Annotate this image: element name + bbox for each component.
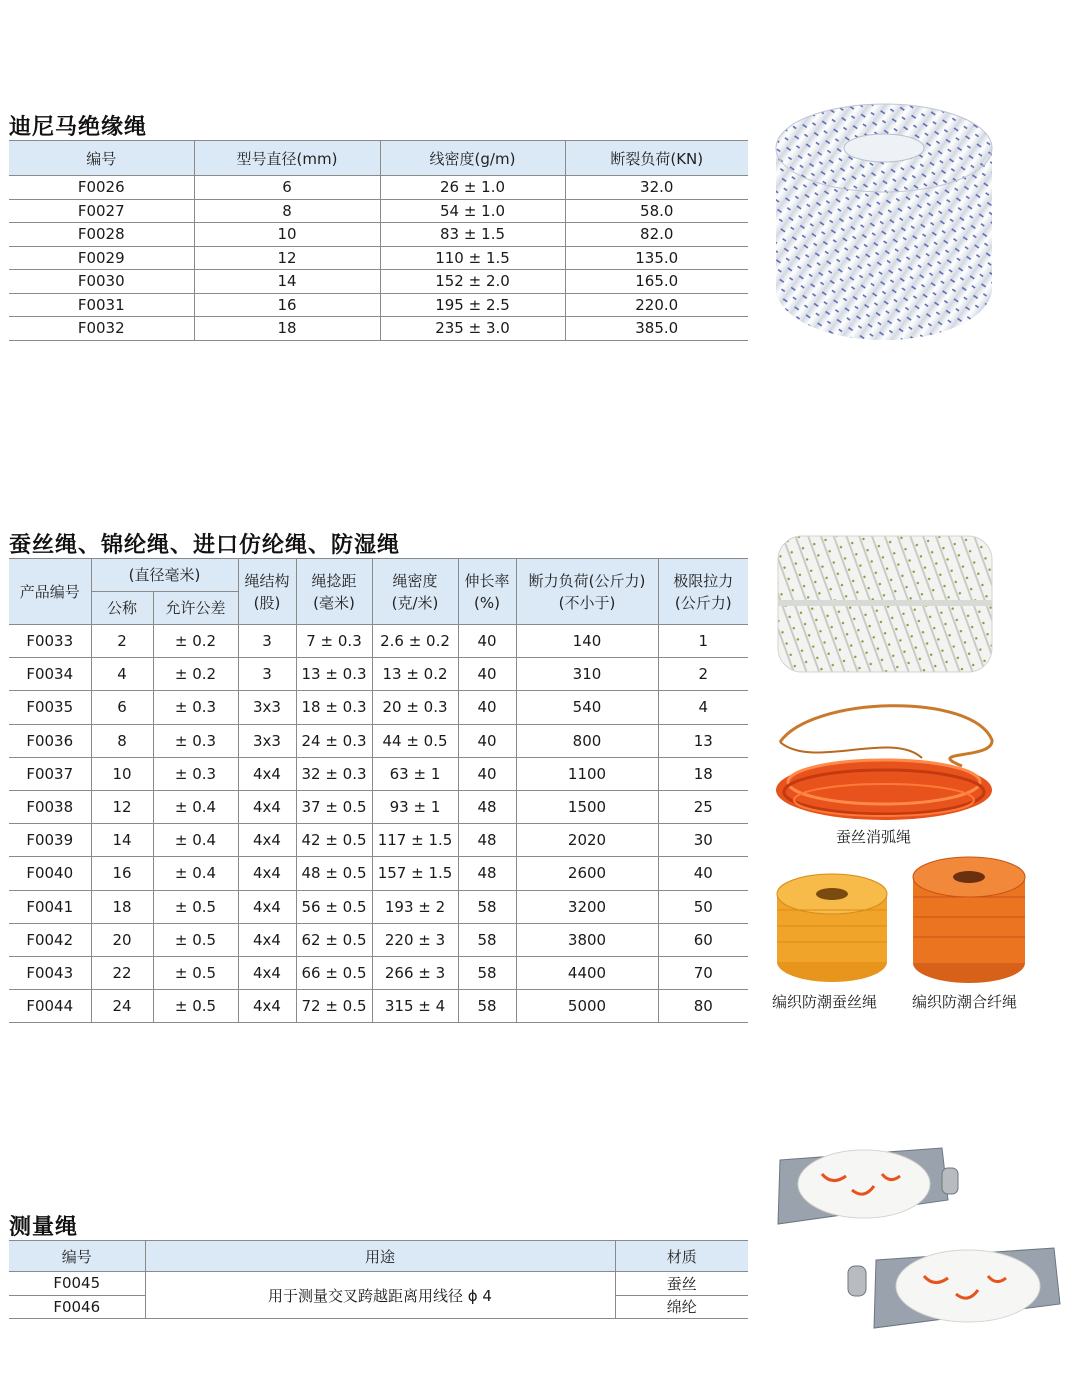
table-cell: 48 bbox=[458, 857, 516, 890]
table-cell: 42 ± 0.5 bbox=[296, 824, 372, 857]
table-cell: 83 ± 1.5 bbox=[380, 223, 565, 247]
table-cell: ± 0.3 bbox=[153, 724, 238, 757]
header-tolerance: 允许公差 bbox=[153, 592, 238, 625]
table-cell: 60 bbox=[658, 923, 748, 956]
table-cell: 310 bbox=[516, 658, 658, 691]
table-cell: 2020 bbox=[516, 824, 658, 857]
table-cell: 4x4 bbox=[238, 956, 296, 989]
measure-rope-table bbox=[9, 1240, 748, 1319]
header-no: 编号 bbox=[9, 1241, 145, 1272]
header-diameter: 型号直径(mm) bbox=[194, 141, 380, 176]
table-cell: 20 bbox=[91, 923, 153, 956]
header-usage: 用途 bbox=[145, 1241, 615, 1272]
table-cell: 40 bbox=[658, 857, 748, 890]
table-cell: 2.6 ± 0.2 bbox=[372, 625, 458, 658]
table-cell: 195 ± 2.5 bbox=[380, 293, 565, 317]
table-row bbox=[9, 223, 748, 247]
table-cell: 385.0 bbox=[565, 317, 748, 341]
table-cell: 56 ± 0.5 bbox=[296, 890, 372, 923]
table-cell: 40 bbox=[458, 658, 516, 691]
table-cell: 54 ± 1.0 bbox=[380, 199, 565, 223]
table-row bbox=[9, 890, 748, 923]
table-cell: 1100 bbox=[516, 757, 658, 790]
cell-usage: 用于测量交叉跨越距离用线径 ϕ 4 bbox=[145, 1272, 615, 1319]
table-cell: 4x4 bbox=[238, 757, 296, 790]
table-cell: 32.0 bbox=[565, 176, 748, 200]
table-cell: 63 ± 1 bbox=[372, 757, 458, 790]
table-cell: 24 ± 0.3 bbox=[296, 724, 372, 757]
table-cell: 117 ± 1.5 bbox=[372, 824, 458, 857]
table-cell: 193 ± 2 bbox=[372, 890, 458, 923]
table-cell: ± 0.5 bbox=[153, 990, 238, 1023]
table-cell: 40 bbox=[458, 724, 516, 757]
table-cell: 4x4 bbox=[238, 923, 296, 956]
table-cell: 4x4 bbox=[238, 790, 296, 823]
dinima-rope-coil-image bbox=[770, 98, 998, 346]
header-density: 线密度(g/m) bbox=[380, 141, 565, 176]
table-cell: F0033 bbox=[9, 625, 91, 658]
table-cell: 4 bbox=[658, 691, 748, 724]
header-break-load: 断力负荷(公斤力) (不小于) bbox=[516, 559, 658, 625]
header-diameter: (直径毫米) bbox=[91, 559, 238, 592]
table-row bbox=[9, 790, 748, 823]
caption-silk-moist-rope: 编织防潮蚕丝绳 bbox=[772, 993, 878, 1011]
table-cell: 4400 bbox=[516, 956, 658, 989]
table-cell: F0036 bbox=[9, 724, 91, 757]
table-cell: 152 ± 2.0 bbox=[380, 270, 565, 294]
table-row bbox=[9, 317, 748, 341]
caption-synthetic-moist-rope: 编织防潮合纤绳 bbox=[912, 993, 1018, 1011]
table-cell: 58 bbox=[458, 923, 516, 956]
table-cell: 16 bbox=[91, 857, 153, 890]
table-cell: 13 bbox=[658, 724, 748, 757]
table-cell: 1 bbox=[658, 625, 748, 658]
table-cell: 58.0 bbox=[565, 199, 748, 223]
table-cell: 82.0 bbox=[565, 223, 748, 247]
table-cell: 50 bbox=[658, 890, 748, 923]
table-row bbox=[9, 658, 748, 691]
table-cell: 165.0 bbox=[565, 270, 748, 294]
table-cell: 12 bbox=[194, 246, 380, 270]
table-row bbox=[9, 246, 748, 270]
caption-arc-rope: 蚕丝消弧绳 bbox=[836, 828, 912, 846]
table-header-row bbox=[9, 559, 748, 592]
table-row bbox=[9, 691, 748, 724]
table-row bbox=[9, 824, 748, 857]
silk-arc-rope-image bbox=[772, 700, 998, 824]
table-cell: 8 bbox=[194, 199, 380, 223]
table-row bbox=[9, 199, 748, 223]
table-cell: F0031 bbox=[9, 293, 194, 317]
table-cell: 4x4 bbox=[238, 990, 296, 1023]
table-cell: F0026 bbox=[9, 176, 194, 200]
cell-no: F0046 bbox=[9, 1295, 145, 1319]
table-cell: 13 ± 0.3 bbox=[296, 658, 372, 691]
table-cell: 72 ± 0.5 bbox=[296, 990, 372, 1023]
table-cell: 3800 bbox=[516, 923, 658, 956]
table-cell: F0037 bbox=[9, 757, 91, 790]
table-cell: 93 ± 1 bbox=[372, 790, 458, 823]
table-cell: 14 bbox=[91, 824, 153, 857]
table-cell: ± 0.5 bbox=[153, 956, 238, 989]
table-cell: F0041 bbox=[9, 890, 91, 923]
table-cell: 6 bbox=[91, 691, 153, 724]
table-cell: 1500 bbox=[516, 790, 658, 823]
table-cell: 10 bbox=[91, 757, 153, 790]
table-cell: 7 ± 0.3 bbox=[296, 625, 372, 658]
table-row bbox=[9, 1272, 748, 1296]
table-cell: F0035 bbox=[9, 691, 91, 724]
table-cell: F0028 bbox=[9, 223, 194, 247]
table-cell: 12 bbox=[91, 790, 153, 823]
table-cell: ± 0.4 bbox=[153, 790, 238, 823]
header-product-no: 产品编号 bbox=[9, 559, 91, 625]
table-cell: 3x3 bbox=[238, 724, 296, 757]
table-cell: ± 0.2 bbox=[153, 658, 238, 691]
table-cell: 24 bbox=[91, 990, 153, 1023]
table-row bbox=[9, 757, 748, 790]
table-cell: 48 bbox=[458, 790, 516, 823]
dinima-spec-table bbox=[9, 140, 748, 341]
table-cell: 4 bbox=[91, 658, 153, 691]
table-cell: 266 ± 3 bbox=[372, 956, 458, 989]
table-cell: F0034 bbox=[9, 658, 91, 691]
table-cell: 8 bbox=[91, 724, 153, 757]
table-cell: 37 ± 0.5 bbox=[296, 790, 372, 823]
section-title-silk: 蚕丝绳、锦纶绳、进口仿纶绳、防湿绳 bbox=[9, 533, 401, 558]
table-cell: 135.0 bbox=[565, 246, 748, 270]
table-cell: 58 bbox=[458, 990, 516, 1023]
measuring-rope-reels-image bbox=[772, 1140, 1072, 1380]
table-cell: 30 bbox=[658, 824, 748, 857]
header-nominal: 公称 bbox=[91, 592, 153, 625]
table-cell: 22 bbox=[91, 956, 153, 989]
table-cell: 4x4 bbox=[238, 824, 296, 857]
table-cell: 157 ± 1.5 bbox=[372, 857, 458, 890]
table-header-row bbox=[9, 141, 748, 176]
header-lay: 绳捻距 (毫米) bbox=[296, 559, 372, 625]
header-break-load: 断裂负荷(KN) bbox=[565, 141, 748, 176]
table-cell: 18 bbox=[194, 317, 380, 341]
table-cell: 315 ± 4 bbox=[372, 990, 458, 1023]
white-twisted-rope-image bbox=[774, 530, 996, 680]
table-cell: ± 0.2 bbox=[153, 625, 238, 658]
table-cell: 110 ± 1.5 bbox=[380, 246, 565, 270]
table-cell: ± 0.4 bbox=[153, 857, 238, 890]
table-cell: 66 ± 0.5 bbox=[296, 956, 372, 989]
header-elongation: 伸长率 (%) bbox=[458, 559, 516, 625]
table-cell: 540 bbox=[516, 691, 658, 724]
table-cell: 13 ± 0.2 bbox=[372, 658, 458, 691]
table-cell: 25 bbox=[658, 790, 748, 823]
table-cell: F0027 bbox=[9, 199, 194, 223]
table-cell: 16 bbox=[194, 293, 380, 317]
table-cell: F0044 bbox=[9, 990, 91, 1023]
table-cell: ± 0.3 bbox=[153, 691, 238, 724]
table-row bbox=[9, 270, 748, 294]
table-cell: ± 0.5 bbox=[153, 890, 238, 923]
table-cell: ± 0.3 bbox=[153, 757, 238, 790]
header-structure: 绳结构 (股) bbox=[238, 559, 296, 625]
table-cell: 2 bbox=[91, 625, 153, 658]
table-row bbox=[9, 990, 748, 1023]
table-cell: 20 ± 0.3 bbox=[372, 691, 458, 724]
table-cell: 220 ± 3 bbox=[372, 923, 458, 956]
table-cell: F0042 bbox=[9, 923, 91, 956]
section-title-measure: 测量绳 bbox=[9, 1215, 79, 1240]
table-row bbox=[9, 956, 748, 989]
table-cell: 2 bbox=[658, 658, 748, 691]
table-cell: 6 bbox=[194, 176, 380, 200]
table-cell: 48 ± 0.5 bbox=[296, 857, 372, 890]
table-row bbox=[9, 857, 748, 890]
header-material: 材质 bbox=[615, 1241, 748, 1272]
section-title-dinima: 迪尼马绝缘绳 bbox=[9, 115, 148, 140]
table-cell: 18 bbox=[91, 890, 153, 923]
table-row bbox=[9, 923, 748, 956]
table-cell: 62 ± 0.5 bbox=[296, 923, 372, 956]
table-cell: 5000 bbox=[516, 990, 658, 1023]
table-cell: F0043 bbox=[9, 956, 91, 989]
table-cell: 235 ± 3.0 bbox=[380, 317, 565, 341]
table-cell: 2600 bbox=[516, 857, 658, 890]
table-header-row bbox=[9, 1241, 748, 1272]
table-cell: 800 bbox=[516, 724, 658, 757]
table-cell: F0030 bbox=[9, 270, 194, 294]
table-row bbox=[9, 724, 748, 757]
table-cell: 140 bbox=[516, 625, 658, 658]
moisture-proof-silk-rope-image bbox=[774, 870, 890, 986]
silk-rope-spec-table bbox=[9, 558, 748, 1023]
table-cell: 14 bbox=[194, 270, 380, 294]
table-cell: 58 bbox=[458, 956, 516, 989]
table-cell: 58 bbox=[458, 890, 516, 923]
table-cell: F0040 bbox=[9, 857, 91, 890]
table-cell: F0038 bbox=[9, 790, 91, 823]
cell-material: 绵纶 bbox=[615, 1295, 748, 1319]
table-cell: 70 bbox=[658, 956, 748, 989]
cell-material: 蚕丝 bbox=[615, 1272, 748, 1296]
table-cell: 40 bbox=[458, 691, 516, 724]
header-no: 编号 bbox=[9, 141, 194, 176]
header-limit-pull: 极限拉力 (公斤力) bbox=[658, 559, 748, 625]
table-cell: 3 bbox=[238, 658, 296, 691]
table-cell: 18 bbox=[658, 757, 748, 790]
table-cell: 80 bbox=[658, 990, 748, 1023]
header-density: 绳密度 (克/米) bbox=[372, 559, 458, 625]
table-cell: ± 0.4 bbox=[153, 824, 238, 857]
table-cell: 26 ± 1.0 bbox=[380, 176, 565, 200]
table-cell: 220.0 bbox=[565, 293, 748, 317]
table-cell: F0039 bbox=[9, 824, 91, 857]
table-cell: 48 bbox=[458, 824, 516, 857]
table-cell: 10 bbox=[194, 223, 380, 247]
table-row bbox=[9, 625, 748, 658]
table-cell: 40 bbox=[458, 625, 516, 658]
table-cell: 4x4 bbox=[238, 890, 296, 923]
table-cell: 44 ± 0.5 bbox=[372, 724, 458, 757]
table-cell: 40 bbox=[458, 757, 516, 790]
table-cell: F0029 bbox=[9, 246, 194, 270]
table-cell: F0032 bbox=[9, 317, 194, 341]
cell-no: F0045 bbox=[9, 1272, 145, 1296]
table-cell: ± 0.5 bbox=[153, 923, 238, 956]
table-cell: 3 bbox=[238, 625, 296, 658]
table-cell: 3x3 bbox=[238, 691, 296, 724]
table-cell: 32 ± 0.3 bbox=[296, 757, 372, 790]
table-row bbox=[9, 176, 748, 200]
moisture-proof-synthetic-rope-image bbox=[910, 853, 1028, 986]
table-cell: 18 ± 0.3 bbox=[296, 691, 372, 724]
table-cell: 4x4 bbox=[238, 857, 296, 890]
table-row bbox=[9, 293, 748, 317]
table-cell: 3200 bbox=[516, 890, 658, 923]
